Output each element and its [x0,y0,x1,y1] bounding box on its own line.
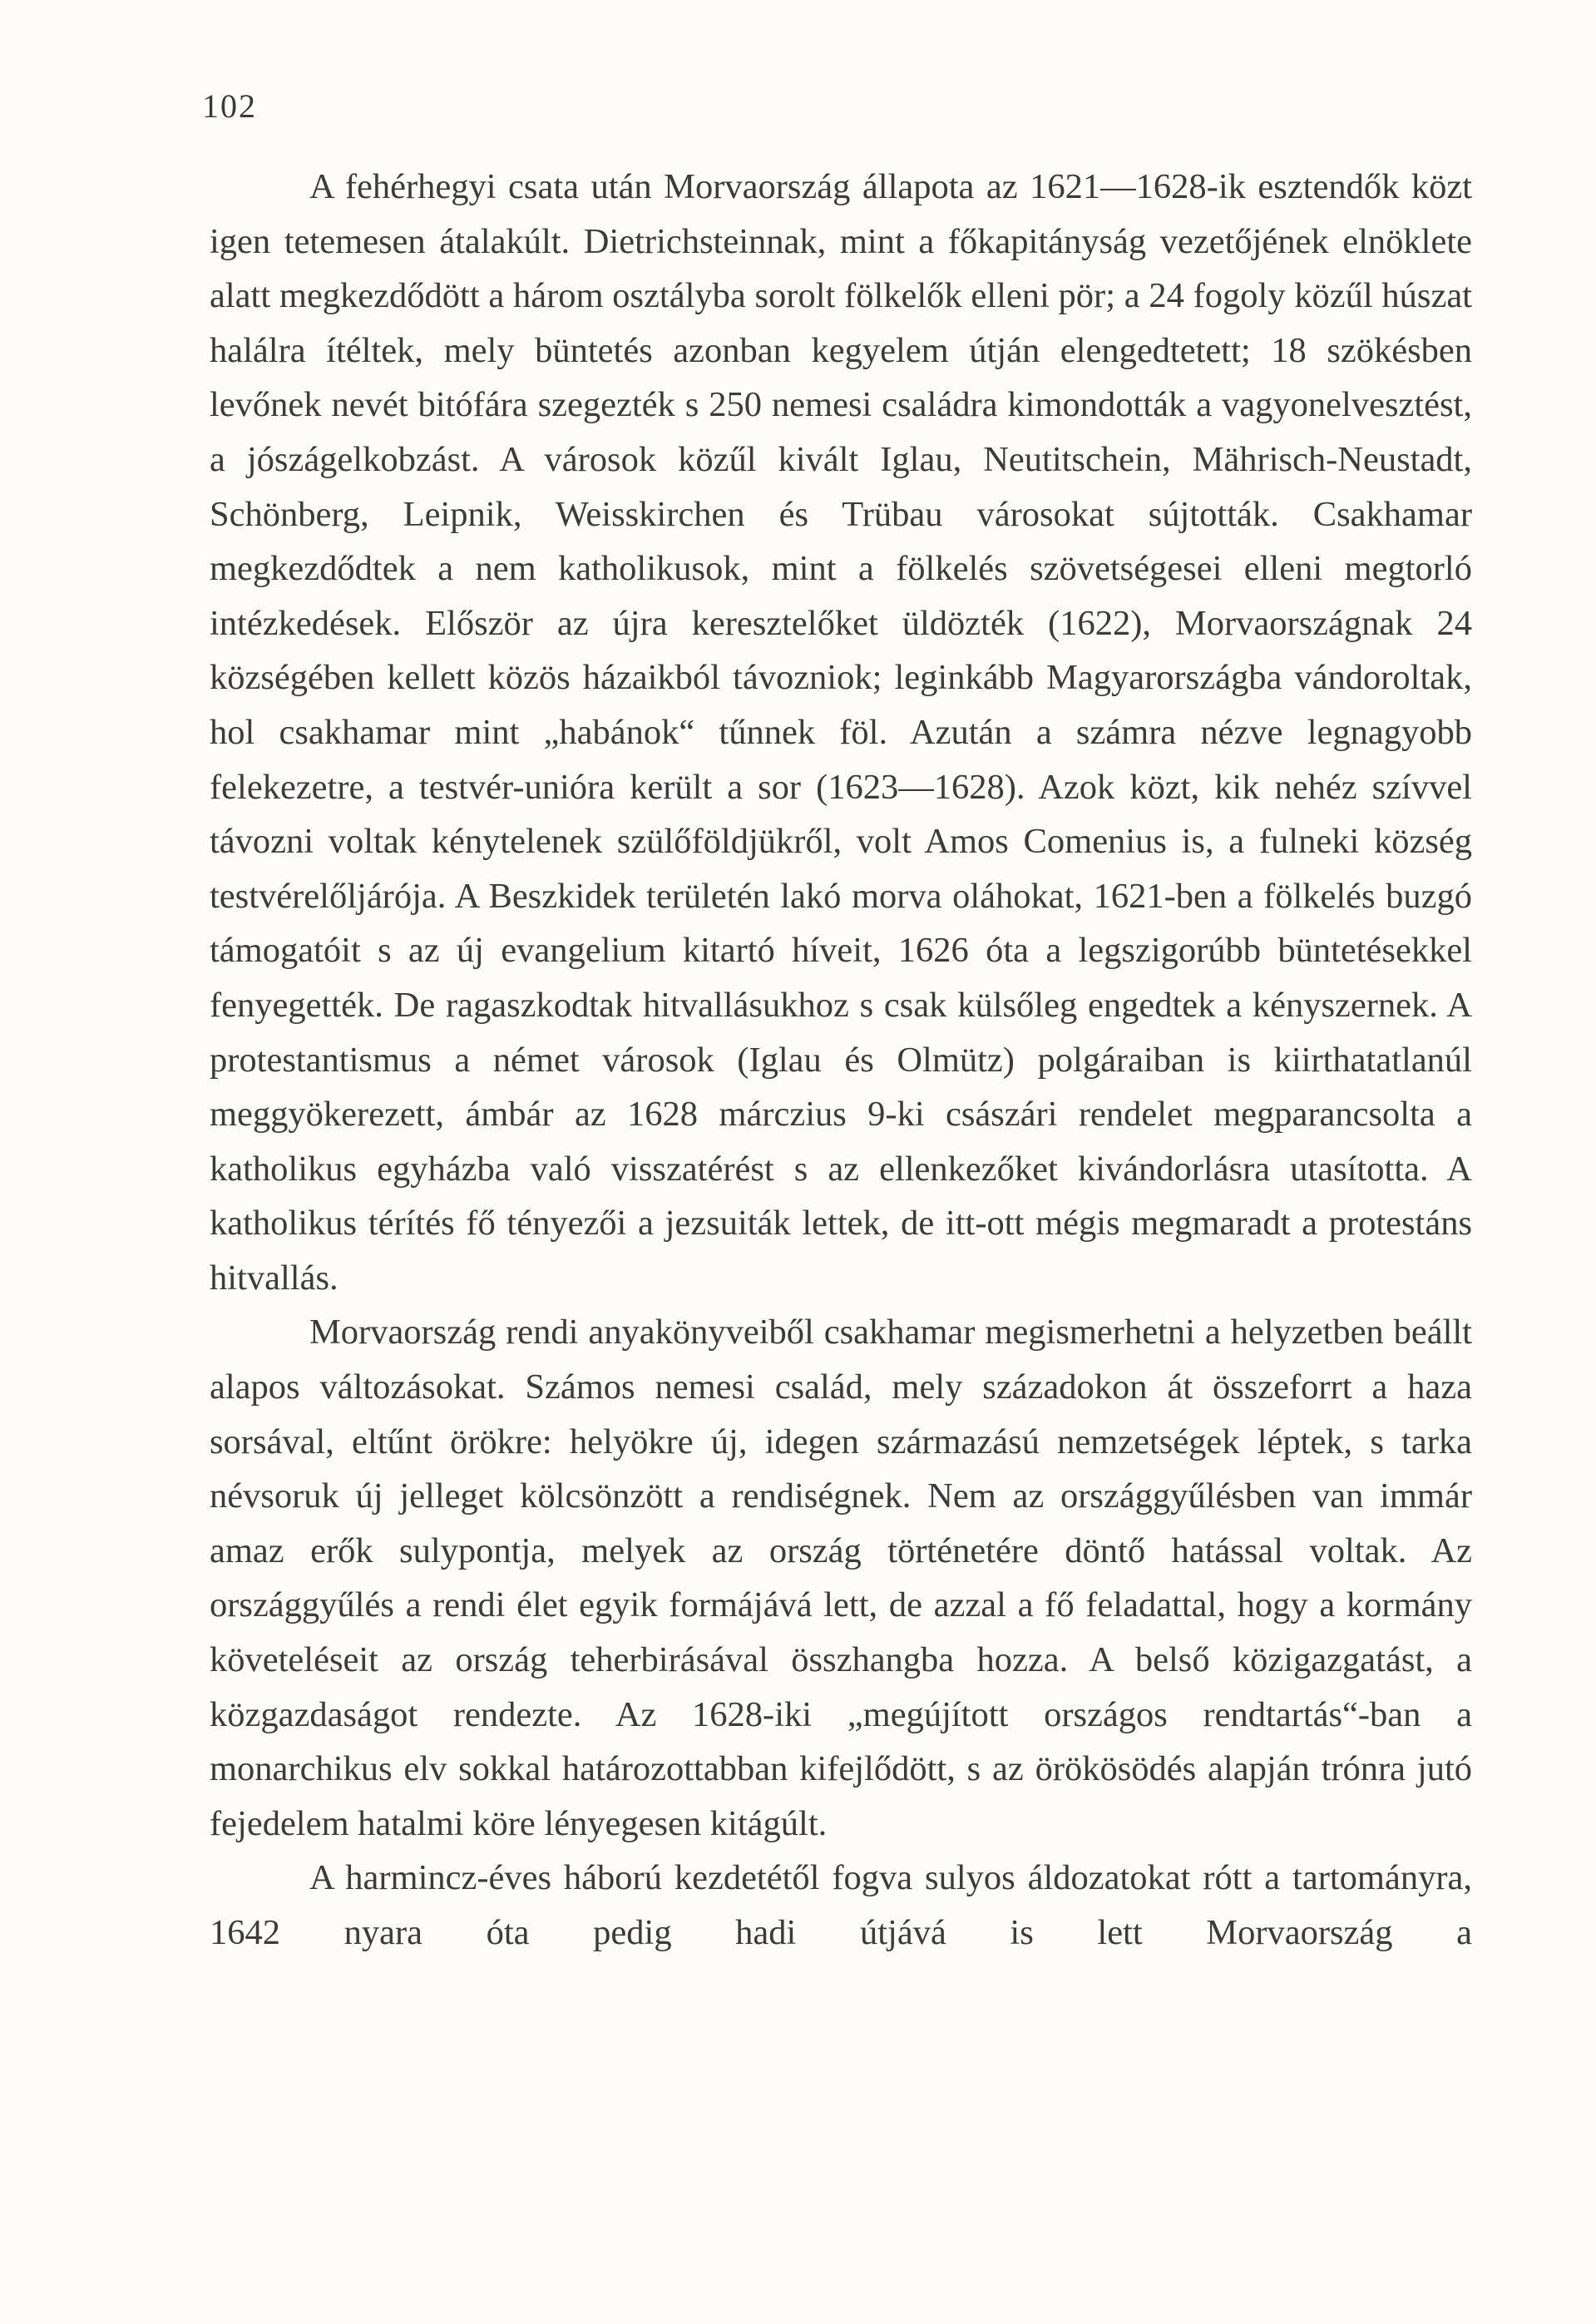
paragraph-1: A fehérhegyi csata után Morvaország állapota az 1621—1628-ik esztendők közt igen tetemesen átalakúlt. Dietrichsteinnak, mint a főkapitányság vezetőjének elnöklete alatt megkezdődött a három osztályba sorolt fölkelők elleni pör; a 24 fogoly közűl húszat halálra ítéltek, mely büntetés azonban kegyelem útján elengedtetett; 18 szökésben levőnek nevét bitófára szegezték s 250 nemesi családra kimondották a vagyonelvesztést, a jószágelkobzást. A városok közűl kivált Iglau, Neutitschein, Mährisch-Neustadt, Schönberg, Leipnik, Weisskirchen és Trübau városokat sújtották. Csakhamar megkezdődtek a nem katholikusok, mint a fölkelés szövetségesei elleni megtorló intézkedések. Először az újra keresztelőket üldözték (1622), Morvaországnak 24 községében kellett közös házaikból távozniok; leginkább Magyarországba vándoroltak, hol csakhamar mint „habánok“ tűnnek föl. Azután a számra nézve legnagyobb felekezetre, a testvér-unióra került a sor (1623—1628). Azok közt, kik nehéz szívvel távozni voltak kénytelenek szülőföldjükről, volt Amos Comenius is, a fulneki község testvérelőljárója. A Beszkidek területén lakó morva oláhokat, 1621-ben a fölkelés buzgó támogatóit s az új evangelium kitartó híveit, 1626 óta a legszigorúbb büntetésekkel fenyegették. De ragaszkodtak hitvallásukhoz s csak külsőleg engedtek a kényszernek. A protestantismus a német városok (Iglau és Olmütz) polgáraiban is kiirthatatlanúl meggyökerezett, ámbár az 1628 márczius 9-ki császári rendelet megparancsolta a katholikus egyházba való visszatérést s az ellenkezőket kivándorlásra utasította. A katholikus térítés fő tényezői a jezsuiták lettek, de itt-ott mégis megmaradt a protestáns hitvallás. [210,167,1472,1298]
page-number: 102 [202,87,257,125]
paragraph-3: A harmincz-éves háború kezdetétől fogva sulyos áldozatokat rótt a tartományra, 1642 nyara óta pedig hadi útjává is lett Morvaország a [210,1858,1472,1952]
body-text [210,160,1472,1961]
paragraph-2: Morvaország rendi anyakönyveiből csakhamar megismerhetni a helyzetben beállt alapos változásokat. Számos nemesi család, mely századokon át összeforrt a haza sorsával, eltűnt örökre: helyökre új, idegen származású nemzetségek léptek, s tarka névsoruk új jelleget kölcsönzött a rendiségnek. Nem az országgyűlésben van immár amaz erők sulypontja, melyek az ország történetére döntő hatással voltak. Az országgyűlés a rendi élet egyik formájává lett, de azzal a fő feladattal, hogy a kormány követeléseit az ország teherbirásával összhangba hozza. A belső közigazgatást, a közgazdaságot rendezte. Az 1628-iki „megújított országos rendtartás“-ban a monarchikus elv sokkal határozottabban kifejlődött, s az örökösödés alapján trónra jutó fejedelem hatalmi köre lényegesen kitágúlt. [210,1313,1472,1843]
